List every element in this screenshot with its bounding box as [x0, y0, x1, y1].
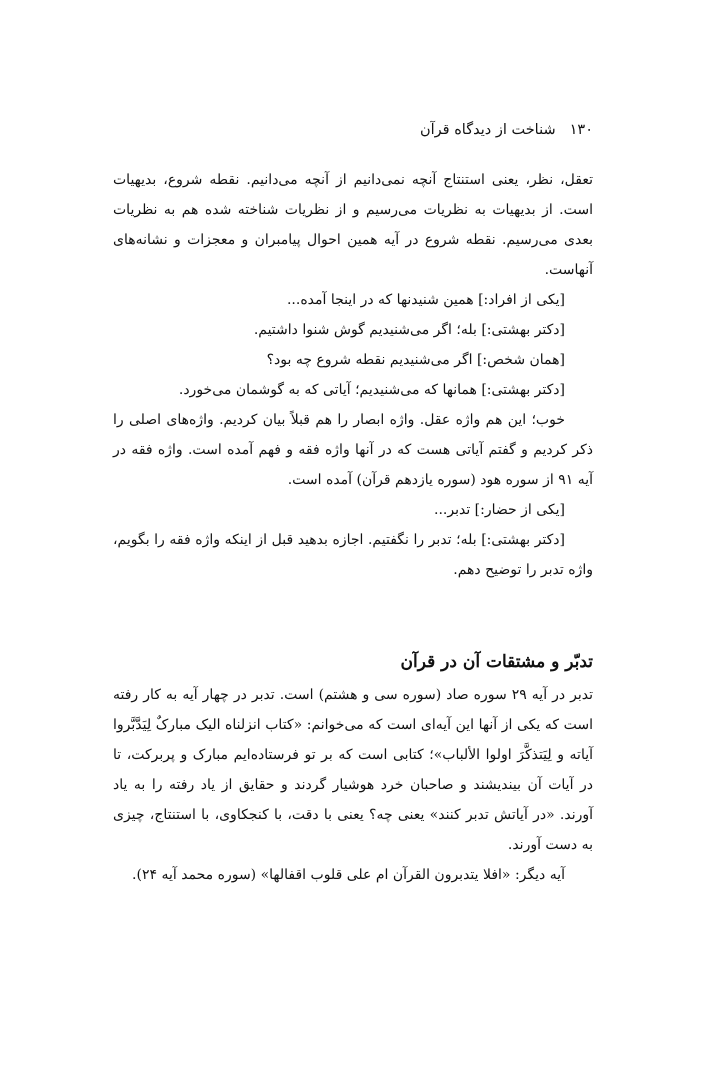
dialogue-line: [یکی از حضار:] تدبر...: [434, 502, 565, 518]
paragraph: تعقل، نظر، یعنی استنتاج آنچه نمی‌دانیم از آنچه می‌دانیم. نقطه شروع، بدیهیات است. از بدیهیات به نظریات می‌رسیم و از نظریات شناخته شده هم به نظریات بعدی می‌رسیم. نقطه شروع در آیه همین احوال پیامبران و معجزات و نشانه‌های آنهاست.: [113, 172, 593, 278]
running-header: [115, 118, 593, 142]
paragraph: تدبر در آیه ۲۹ سوره صاد (سوره سی و هشتم) است. تدبر در چهار آیه به کار رفته است که یکی از آنها این آیه‌ای است که می‌خوانم: «کتاب انزلناه الیک مبارکٌ لِیَدَّبَّروا آیاته و لِیَتذکَّرَ اولوا الألباب»؛ کتابی است که بر تو فرستاده‌ایم مبارک و پربرکت، تا در آیات آن بیندیشند و صاحبان خرد هوشیار گردند و حقایق از یاد رفته را به یاد آورند. «در آیاتش تدبر کنند» یعنی چه؟ یعنی با دقت، با کنجکاوی، با استنتاج، چیزی به دست آورند.: [113, 687, 593, 853]
dialogue-line: [همان شخص:] اگر می‌شنیدیم نقطه شروع چه بود؟: [266, 352, 565, 368]
paragraph: آیه دیگر: «افلا یتدبرون القرآن ام علی قلوب اقفالها» (سوره محمد آیه ۲۴).: [132, 867, 565, 883]
dialogue-line: [دکتر بهشتی:] همانها که می‌شنیدیم؛ آیاتی که به گوشمان می‌خورد.: [178, 382, 565, 398]
dialogue-line: [یکی از افراد:] همین شنیدنها که در اینجا آمده...: [286, 292, 565, 308]
dialogue-line: [دکتر بهشتی:] بله؛ اگر می‌شنیدیم گوش شنوا داشتیم.: [253, 322, 565, 338]
text-block-1: [113, 165, 593, 585]
section-heading: تدبّر و مشتقات آن در قرآن: [400, 652, 593, 672]
paragraph: [دکتر بهشتی:] بله؛ تدبر را نگفتیم. اجازه بدهید قبل از اینکه واژه فقه را بگویم، واژه تدبر را توضیح دهم.: [113, 532, 593, 578]
text-block-2: [113, 680, 593, 890]
chapter-title: شناخت از دیدگاه قرآن: [419, 122, 556, 138]
page-number: ۱۳۰: [569, 122, 593, 138]
paragraph: خوب؛ این هم واژه عقل. واژه ابصار را هم قبلاً بیان کردیم. واژه‌های اصلی را ذکر کردیم و گفتم آیاتی هست که در آنها واژه فقه و فهم آمده است. واژه فقه در آیه ۹۱ از سوره هود (سوره یازدهم قرآن) آمده است.: [113, 412, 593, 488]
